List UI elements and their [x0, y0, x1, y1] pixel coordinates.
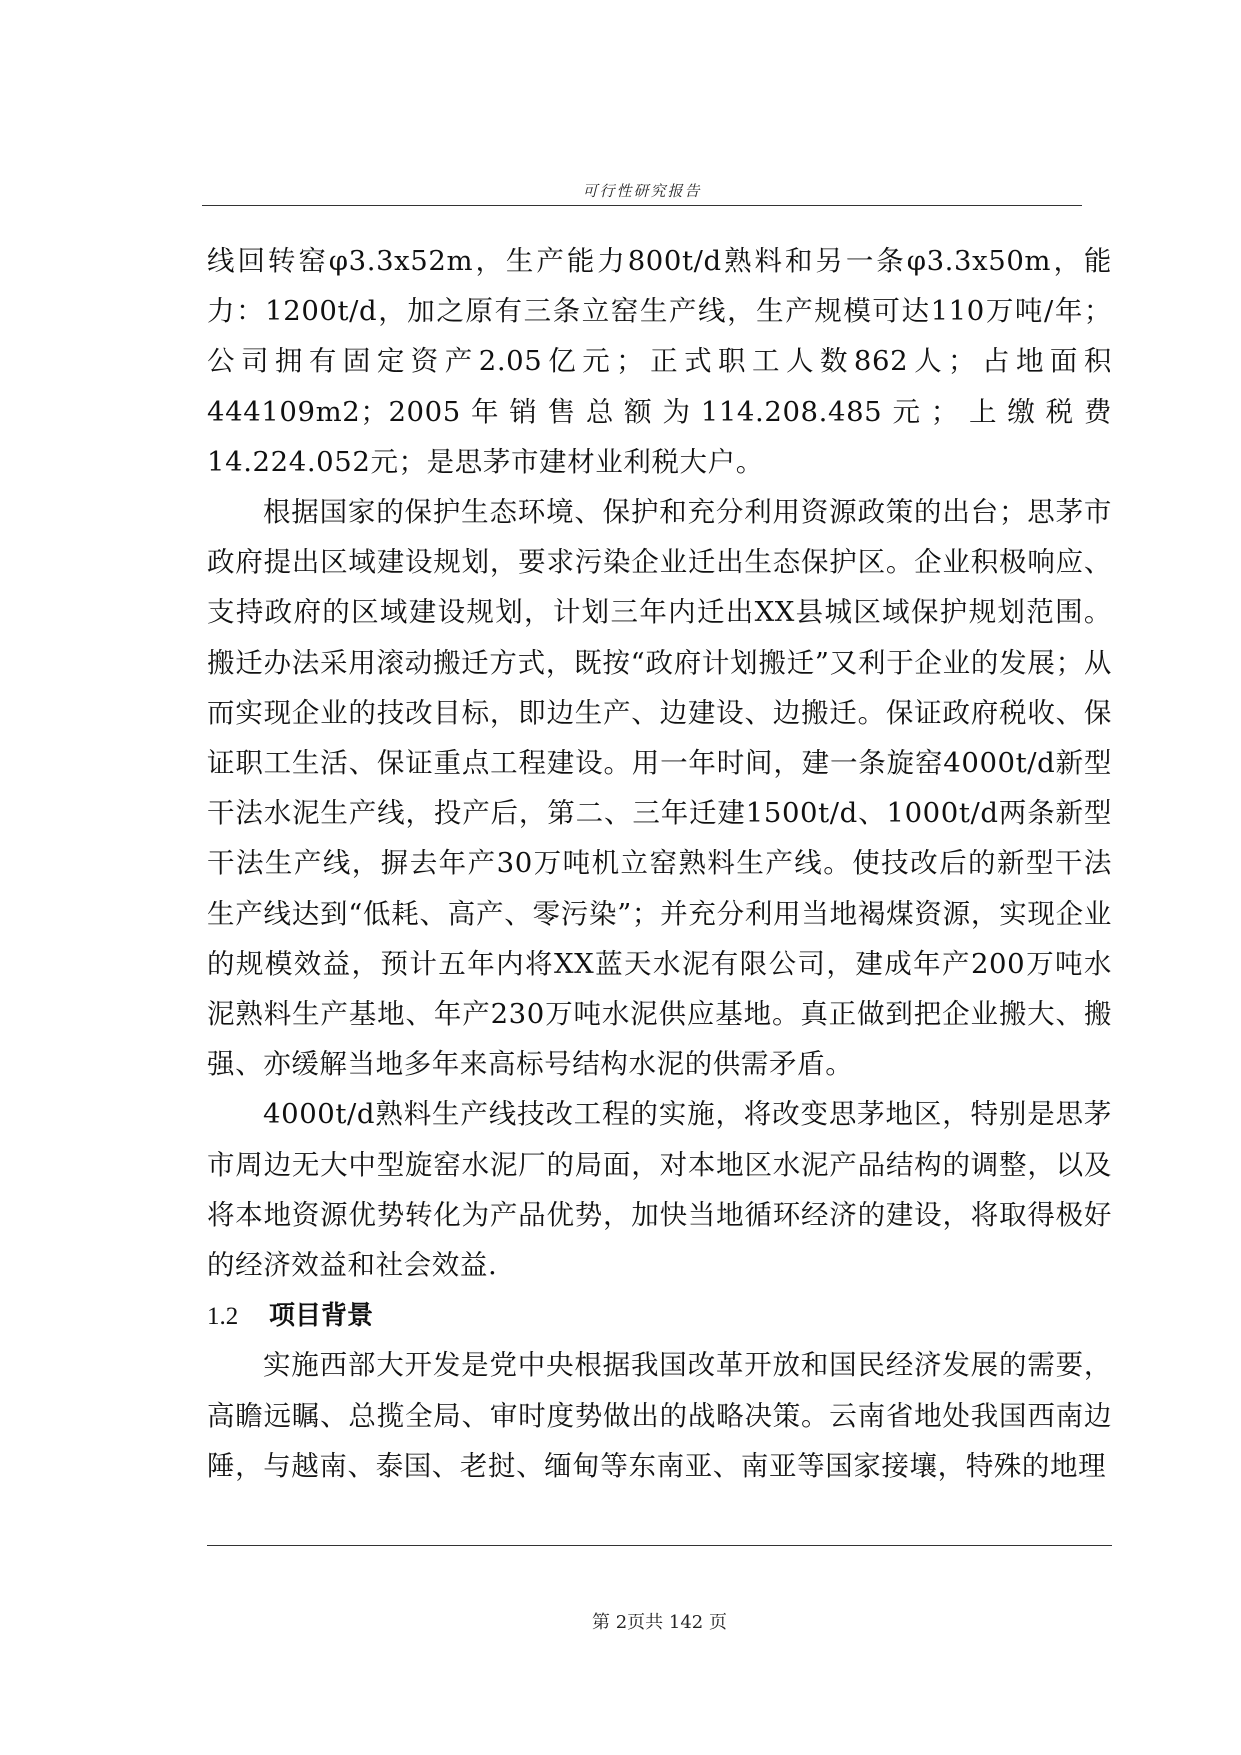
body-paragraph-3: 4000t/d熟料生产线技改工程的实施，将改变思茅地区，特别是思茅市周边无大中型旋窑水泥厂的局面，对本地区水泥产品结构的调整，以及将本地资源优势转化为产品优势，加快当地循环经济的建设，将取得极好的经济效益和社会效益.	[207, 1098, 1112, 1282]
body-paragraph-2: 根据国家的保护生态环境、保护和充分利用资源政策的出台；思茅市政府提出区域建设规划，要求污染企业迁出生态保护区。企业积极响应、支持政府的区域建设规划，计划三年内迁出XX县城区域保护规划范围。搬迁办法采用滚动搬迁方式，既按“政府计划搬迁”又利于企业的发展；从而实现企业的技改目标，即边生产、边建设、边搬迁。保证政府税收、保证职工生活、保证重点工程建设。用一年时间，建一条旋窑4000t/d新型干法水泥生产线，投产后，第二、三年迁建1500t/d、1000t/d两条新型干法生产线，摒去年产30万吨机立窑熟料生产线。使技改后的新型干法生产线达到“低耗、高产、零污染”；并充分利用当地褐煤资源，实现企业的规模效益，预计五年内将XX蓝天水泥有限公司，建成年产200万吨水泥熟料生产基地、年产230万吨水泥供应基地。真正做到把企业搬大、搬强、亦缓解当地多年来高标号结构水泥的供需矛盾。	[207, 496, 1112, 1081]
header-divider	[202, 205, 1082, 206]
section-title: 项目背景	[269, 1301, 374, 1332]
body-paragraph-1: 线回转窑φ3.3x52m，生产能力800t/d熟料和另一条φ3.3x50m，能力：1200t/d，加之原有三条立窑生产线，生产规模可达110万吨/年；公司拥有固定资产2.05亿元；正式职工人数862人；占地面积444109m2；2005年销售总额为114.208.485元；上缴税费14.224.052元；是思茅市建材业利税大户。	[207, 245, 1112, 478]
running-header-title: 可行性研究报告	[582, 182, 702, 200]
section-paragraph: 实施西部大开发是党中央根据我国改革开放和国民经济发展的需要，高瞻远瞩、总揽全局、审时度势做出的战略决策。云南省地处我国西南边陲，与越南、泰国、老挝、缅甸等东南亚、南亚等国家接壤，特殊的地理	[207, 1349, 1112, 1482]
footer-divider	[207, 1545, 1112, 1546]
document-body	[207, 236, 1112, 1491]
section-heading	[207, 1290, 1112, 1340]
page-number: 第 2页共 142 页	[592, 1612, 727, 1633]
section-number: 1.2	[207, 1303, 239, 1331]
